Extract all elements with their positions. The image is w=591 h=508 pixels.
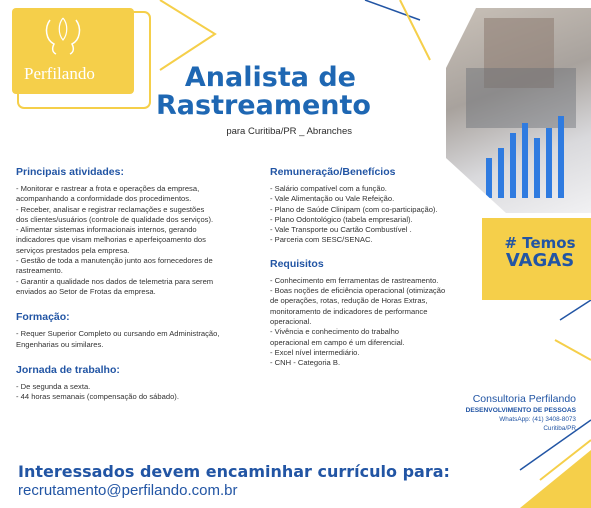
list-item: Engenharias ou similares. [16, 339, 104, 349]
list-item: serviços prestados pela empresa. [16, 245, 130, 255]
list-item: - Receber, analisar e registrar reclamações e sugestões [16, 204, 205, 214]
right-column [270, 166, 450, 368]
consultancy-tagline: DESENVOLVIMENTO DE PESSOAS [465, 407, 576, 414]
left-column [16, 166, 256, 402]
list-item: - Conhecimento em ferramentas de rastreamento. [270, 275, 439, 285]
consultancy-name: Consultoria Perfilando [472, 393, 576, 405]
list-item: operacional. [270, 316, 312, 326]
photo-frame-shape [446, 8, 591, 213]
activities-heading: Principais atividades: [16, 166, 124, 178]
education-heading: Formação: [16, 311, 70, 324]
list-item: - Gestão de toda a manutenção junto aos fornecedores de [16, 256, 213, 266]
list-item: dos clientes/usuários (controle de qualidade dos serviços). [16, 214, 214, 224]
badge-line-2: VAGAS [505, 250, 575, 271]
education-list [16, 329, 256, 350]
logo-text: Perfilando [24, 64, 95, 83]
title-line-1: Analista de [184, 62, 356, 93]
hero-photo [446, 8, 591, 213]
consultancy-info [448, 392, 576, 433]
list-item: - Salário compatível com a função. [270, 184, 387, 193]
list-item: - Excel nível intermediário. [270, 347, 360, 357]
list-item: acompanhando a conformidade dos procedimentos. [16, 194, 192, 204]
list-item: - Plano de Saúde Clinipam (com co-participação). [270, 204, 438, 214]
page-title [156, 62, 371, 121]
schedule-heading: Jornada de trabalho: [16, 363, 120, 376]
vacancies-badge-text [497, 235, 583, 271]
list-item: rastreamento. [16, 266, 63, 276]
schedule-list [16, 382, 256, 403]
list-item: monitoramento de indicadores de performance [270, 306, 428, 316]
location-subtitle: para Curitiba/PR _ Abranches [226, 126, 352, 137]
list-item: - De segunda a sexta. [16, 381, 91, 391]
list-item: - Plano Odontológico (tabela empresarial). [270, 214, 413, 224]
list-item: - Requer Superior Completo ou cursando em Administração, [16, 329, 220, 339]
list-item: - Garantir a qualidade nos dados de telemetria para serem [16, 276, 214, 286]
cta-text: Interessados devem encaminhar currículo para: [18, 462, 450, 481]
faces-logo-icon [40, 14, 86, 60]
activities-list [16, 184, 256, 297]
list-item: - Vale Alimentação ou Vale Refeição. [270, 194, 395, 204]
list-item: - CNH - Categoria B. [270, 358, 341, 368]
list-item: - Monitorar e rastrear a frota e operações da empresa, [16, 184, 200, 193]
requirements-heading: Requisitos [270, 257, 324, 270]
contact-email[interactable]: recrutamento@perfilando.com.br [18, 482, 238, 499]
list-item: - Vivência e conhecimento do trabalho [270, 327, 400, 337]
consultancy-city: Curitiba/PR [543, 425, 576, 432]
benefits-list [270, 184, 450, 246]
list-item: indicadores que visam melhorias e aperfeiçoamento dos [16, 235, 206, 245]
list-item: de operações, rotas, redução de Horas Extras, [270, 296, 428, 306]
list-item: - Parceria com SESC/SENAC. [270, 235, 373, 245]
list-item: - Vale Transporte ou Cartão Combustível . [270, 225, 412, 235]
list-item: enviados ao Setor de Frotas da empresa. [16, 286, 156, 296]
benefits-heading: Remuneração/Benefícios [270, 166, 396, 178]
list-item: - Alimentar sistemas informacionais internos, gerando [16, 225, 197, 235]
list-item: - Boas noções de eficiência operacional (otimização [270, 286, 446, 296]
badge-line-1: # Temos [504, 234, 576, 252]
title-line-2: Rastreamento [156, 90, 371, 121]
list-item: - 44 horas semanais (compensação do sábado). [16, 392, 179, 402]
requirements-list [270, 276, 450, 369]
list-item: operacional em campo é um diferencial. [270, 337, 405, 347]
consultancy-whatsapp: WhatsApp: (41) 3408-8073 [499, 416, 576, 423]
